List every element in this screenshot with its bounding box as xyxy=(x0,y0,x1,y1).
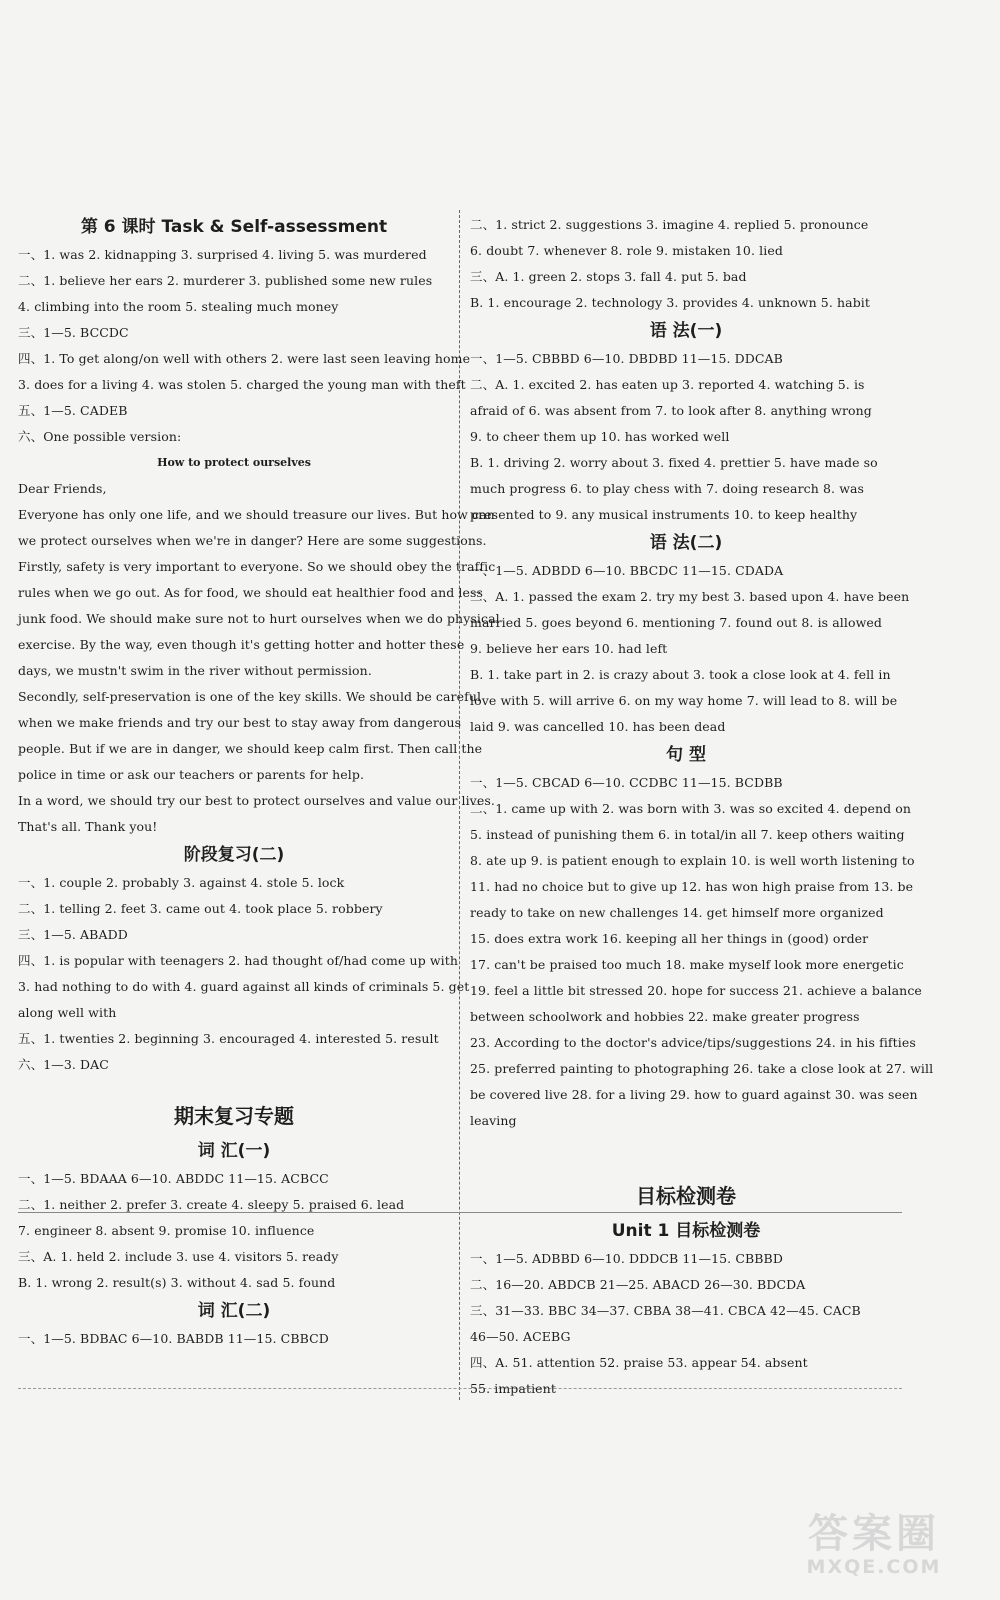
answer-line: 六、1—3. DAC xyxy=(18,1057,109,1072)
answer-line: 四、A. 51. attention 52. praise 53. appear 54. absent xyxy=(470,1355,808,1370)
answer-line: 二、16—20. ABDCB 21—25. ABACD 26—30. BDCDA xyxy=(470,1277,806,1292)
answer-line: B. 1. take part in 2. is crazy about 3. took a close look at 4. fell in xyxy=(470,667,891,682)
section-heading-final-review: 期末复习专题 xyxy=(174,1104,294,1128)
answer-line: 9. believe her ears 10. had left xyxy=(470,641,668,656)
answer-line: love with 5. will arrive 6. on my way home 7. will lead to 8. will be xyxy=(470,693,898,708)
answer-line: 7. engineer 8. absent 9. promise 10. influence xyxy=(18,1223,315,1238)
essay-line: Secondly, self-preservation is one of the key skills. We should be careful xyxy=(18,689,482,704)
essay-line: when we make friends and try our best to stay away from dangerous xyxy=(18,715,462,730)
answer-line: afraid of 6. was absent from 7. to look after 8. anything wrong xyxy=(470,403,872,418)
answer-line: 四、1. is popular with teenagers 2. had thought of/had come up with xyxy=(18,953,459,968)
section-heading-sentence-patterns: 句 型 xyxy=(666,745,706,765)
answer-line: B. 1. wrong 2. result(s) 3. without 4. sad 5. found xyxy=(18,1275,336,1290)
task-answers xyxy=(18,242,471,450)
section-heading-stage-review-2: 阶段复习(二) xyxy=(183,845,285,865)
watermark-logo-text: 答案圈 xyxy=(808,1511,940,1557)
answer-line: 46—50. ACEBG xyxy=(470,1329,571,1344)
answer-line: 五、1. twenties 2. beginning 3. encouraged 4. interested 5. result xyxy=(18,1031,439,1046)
unit1-test-answers xyxy=(470,1246,902,1402)
answer-line: married 5. goes beyond 6. mentioning 7. found out 8. is allowed xyxy=(470,615,883,630)
essay-line: people. But if we are in danger, we should keep calm first. Then call the xyxy=(18,741,483,756)
section-heading-target-test: 目标检测卷 xyxy=(636,1184,736,1208)
vocabulary-1-answers xyxy=(18,1166,450,1296)
answer-line: 4. climbing into the room 5. stealing much money xyxy=(18,299,339,314)
answer-line: 五、1—5. CADEB xyxy=(18,403,128,418)
answer-line: 二、1. came up with 2. was born with 3. was so excited 4. depend on xyxy=(470,801,912,816)
answer-line: 3. had nothing to do with 4. guard against all kinds of criminals 5. get xyxy=(18,979,470,994)
essay-line: police in time or ask our teachers or parents for help. xyxy=(18,767,365,782)
answer-line: between schoolwork and hobbies 22. make greater progress xyxy=(470,1009,860,1024)
stage-review-answers xyxy=(18,870,470,1078)
answer-line: 二、1. strict 2. suggestions 3. imagine 4. replied 5. pronounce xyxy=(470,217,869,232)
answer-line: 二、A. 1. passed the exam 2. try my best 3. based upon 4. have been xyxy=(470,589,910,604)
answer-line: 55. impatient xyxy=(470,1381,556,1396)
answer-line: ready to take on new challenges 14. get himself more organized xyxy=(470,905,884,920)
essay-line: Dear Friends, xyxy=(18,481,107,496)
answer-line: 一、1. couple 2. probably 3. against 4. stole 5. lock xyxy=(18,875,345,890)
essay-line: That's all. Thank you! xyxy=(18,819,158,834)
answer-line: 25. preferred painting to photographing 26. take a close look at 27. will xyxy=(470,1061,934,1076)
answer-line: 二、1. telling 2. feet 3. came out 4. took place 5. robbery xyxy=(18,901,383,916)
answer-line: presented to 9. any musical instruments 10. to keep healthy xyxy=(470,507,858,522)
essay-line: rules when we go out. As for food, we should eat healthier food and less xyxy=(18,585,484,600)
essay-line: we protect ourselves when we're in danger? Here are some suggestions. xyxy=(18,533,487,548)
answer-line: 5. instead of punishing them 6. in total/in all 7. keep others waiting xyxy=(470,827,905,842)
answer-line: 二、1. neither 2. prefer 3. create 4. sleepy 5. praised 6. lead xyxy=(18,1197,405,1212)
section-heading-grammar-2: 语 法(二) xyxy=(649,533,723,553)
answer-line: 8. ate up 9. is patient enough to explain 10. is well worth listening to xyxy=(470,853,915,868)
essay-line: exercise. By the way, even though it's getting hotter and hotter these xyxy=(18,637,465,652)
section-heading-task-self-assessment: 第 6 课时 Task & Self-assessment xyxy=(80,217,388,237)
grammar-2-answers xyxy=(470,558,910,740)
answer-line: 一、1—5. BDBAC 6—10. BABDB 11—15. CBBCD xyxy=(18,1331,329,1346)
answer-line: B. 1. driving 2. worry about 3. fixed 4. prettier 5. have made so xyxy=(470,455,878,470)
answer-line: 3. does for a living 4. was stolen 5. charged the young man with theft xyxy=(18,377,466,392)
answer-line: 一、1—5. ADBBD 6—10. DDDCB 11—15. CBBBD xyxy=(470,1251,783,1266)
answer-line: 一、1—5. ADBDD 6—10. BBCDC 11—15. CDADA xyxy=(470,563,784,578)
answer-line: 三、A. 1. held 2. include 3. use 4. visitors 5. ready xyxy=(18,1249,339,1264)
answer-line: 一、1—5. BDAAA 6—10. ABDDC 11—15. ACBCC xyxy=(18,1171,329,1186)
sentence-patterns-answers xyxy=(470,770,934,1134)
answer-line: leaving xyxy=(470,1113,517,1128)
answer-line: 9. to cheer them up 10. has worked well xyxy=(470,429,730,444)
answer-line: along well with xyxy=(18,1005,117,1020)
essay-line: Firstly, safety is very important to everyone. So we should obey the traffic xyxy=(18,559,496,574)
answer-line: 6. doubt 7. whenever 8. role 9. mistaken 10. lied xyxy=(470,243,783,258)
answer-line: 三、31—33. BBC 34—37. CBBA 38—41. CBCA 42—45. CACB xyxy=(470,1303,861,1318)
essay-title: How to protect ourselves xyxy=(157,456,311,469)
answer-line: 三、A. 1. green 2. stops 3. fall 4. put 5. bad xyxy=(470,269,747,284)
left-column xyxy=(18,212,500,1352)
section-heading-vocabulary-1: 词 汇(一) xyxy=(197,1141,271,1161)
answer-line: be covered live 28. for a living 29. how to guard against 30. was seen xyxy=(470,1087,918,1102)
answer-line: 一、1. was 2. kidnapping 3. surprised 4. living 5. was murdered xyxy=(18,247,427,262)
essay-line: In a word, we should try our best to protect ourselves and value our lives. xyxy=(18,793,495,808)
answer-line: laid 9. was cancelled 10. has been dead xyxy=(470,719,726,734)
answer-line: 一、1—5. CBBBD 6—10. DBDBD 11—15. DDCAB xyxy=(470,351,783,366)
essay-line: junk food. We should make sure not to hurt ourselves when we do physical xyxy=(18,611,500,626)
answer-line: 三、1—5. ABADD xyxy=(18,927,128,942)
answer-line: 三、1—5. BCCDC xyxy=(18,325,129,340)
grammar-1-answers xyxy=(470,346,902,528)
right-column xyxy=(470,212,934,1402)
answer-line: 23. According to the doctor's advice/tips/suggestions 24. in his fifties xyxy=(470,1035,916,1050)
section-heading-vocabulary-2: 词 汇(二) xyxy=(197,1301,271,1321)
answer-line: 六、One possible version: xyxy=(18,429,182,444)
section-heading-unit1-test: Unit 1 目标检测卷 xyxy=(611,1221,761,1241)
site-watermark xyxy=(774,1512,974,1582)
answer-line: 二、1. believe her ears 2. murderer 3. published some new rules xyxy=(18,273,433,288)
answer-line: 15. does extra work 16. keeping all her things in (good) order xyxy=(470,931,869,946)
answer-line: 四、1. To get along/on well with others 2. were last seen leaving home xyxy=(18,351,471,366)
vocabulary-2-answers xyxy=(18,1326,450,1352)
section-heading-grammar-1: 语 法(一) xyxy=(649,321,723,341)
essay-body xyxy=(18,476,500,840)
vocabulary-continued-answers xyxy=(470,212,902,316)
watermark-domain: MXQE.COM xyxy=(806,1556,942,1578)
essay-line: Everyone has only one life, and we should treasure our lives. But how can xyxy=(18,507,495,522)
answer-line: much progress 6. to play chess with 7. doing research 8. was xyxy=(470,481,865,496)
answer-line: 17. can't be praised too much 18. make myself look more energetic xyxy=(470,957,904,972)
answer-line: 19. feel a little bit stressed 20. hope for success 21. achieve a balance xyxy=(470,983,922,998)
answer-line: 一、1—5. CBCAD 6—10. CCDBC 11—15. BCDBB xyxy=(470,775,783,790)
answer-line: 二、A. 1. excited 2. has eaten up 3. reported 4. watching 5. is xyxy=(470,377,865,392)
essay-line: days, we mustn't swim in the river without permission. xyxy=(18,663,372,678)
answer-line: 11. had no choice but to give up 12. has won high praise from 13. be xyxy=(470,879,914,894)
answer-line: B. 1. encourage 2. technology 3. provides 4. unknown 5. habit xyxy=(470,295,871,310)
